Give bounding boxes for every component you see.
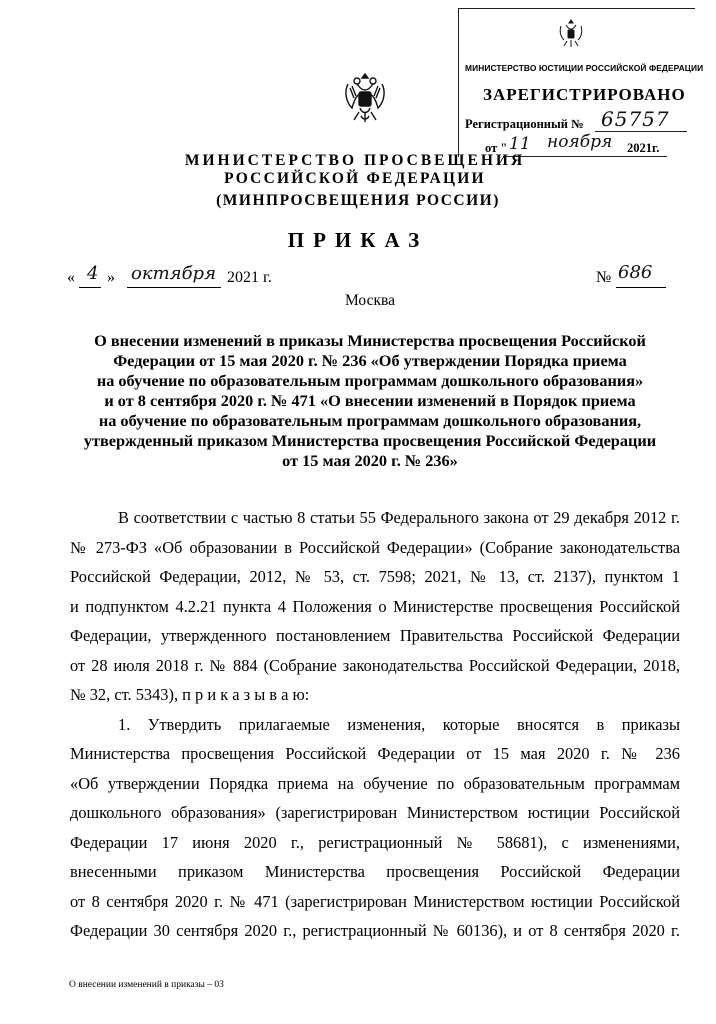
body-line: дошкольного образования» (зарегистрирован Министерством юстиции Российской <box>70 803 680 822</box>
registration-stamp <box>458 8 704 157</box>
body-line: Министерства просвещения Российской Федерации от 15 мая 2020 г. № 236 <box>70 744 680 763</box>
stamp-emblem-icon <box>558 17 584 49</box>
document-type-heading: ПРИКАЗ <box>287 228 429 252</box>
stamp-regno-label: Регистрационный № <box>465 117 584 131</box>
stamp-registered-label: ЗАРЕГИСТРИРОВАНО <box>483 85 686 104</box>
stamp-day-value: 11 <box>509 134 531 154</box>
stamp-regno-value: 65757 <box>601 107 670 131</box>
body-line: и подпунктом 4.2.21 пункта 4 Положения о Министерстве просвещения Российской <box>70 596 680 616</box>
title-line: О внесении изменений в приказы Министерства просвещения Российской <box>94 331 646 350</box>
ministry-name-line1: МИНИСТЕРСТВО ПРОСВЕЩЕНИЯ <box>184 152 526 169</box>
title-line: от 15 мая 2020 г. № 236» <box>282 451 458 470</box>
body-line: от 8 сентября 2020 г. № 471 (зарегистрирован Министерством юстиции Российской <box>70 891 680 911</box>
stamp-year-value: 2021г. <box>627 141 660 155</box>
title-line: Федерации от 15 мая 2020 г. № 236 «Об утверждении Порядка приема <box>113 351 627 370</box>
body-line: 1. Утвердить прилагаемые изменения, которые вносятся в приказы <box>118 714 680 734</box>
body-line: В соответствии с частью 8 статьи 55 Федерального закона от 29 декабря 2012 г. <box>118 508 680 527</box>
order-year: 2021 г. <box>227 269 272 286</box>
body-line: внесенными приказом Министерства просвещения Российской Федерации <box>70 862 680 881</box>
stamp-from-label: от " <box>485 141 508 155</box>
city: Москва <box>345 292 395 309</box>
body-line: Федерации, утвержденного постановлением Правительства Российской Федерации <box>70 626 680 645</box>
order-day: 4 <box>87 263 99 284</box>
body-line: от 28 июля 2018 г. № 884 (Собрание законодательства Российской Федерации, 2018, <box>70 655 680 675</box>
body-line: № 273-ФЗ «Об образовании в Российской Федерации» (Собрание законодательства <box>70 537 680 557</box>
title-line: на обучение по образовательным программам дошкольного образования» <box>96 371 644 390</box>
date-open-quote: « <box>67 269 75 286</box>
stamp-ministry-name: МИНИСТЕРСТВО ЮСТИЦИИ РОССИЙСКОЙ ФЕДЕРАЦИИ <box>465 63 704 73</box>
ministry-name-line2: РОССИЙСКОЙ ФЕДЕРАЦИИ <box>224 170 486 187</box>
number-label: № <box>596 269 612 286</box>
body-line: «Об утверждении Порядка приема на обучение по образовательным программам <box>70 773 680 793</box>
document-body <box>70 503 680 946</box>
date-close-quote: » <box>107 269 115 286</box>
ministry-short-name: (МИНПРОСВЕЩЕНИЯ РОССИИ) <box>216 192 500 209</box>
stamp-month-value: ноября <box>547 132 613 152</box>
document-title <box>40 331 700 471</box>
body-line: Федерации 17 июня 2020 г., регистрационный № 58681), с изменениями, <box>70 832 680 852</box>
body-line: Федерации 30 сентября 2020 г., регистрационный № 60136), и от 8 сентября 2020 г. <box>70 921 680 940</box>
day-underline <box>79 287 101 288</box>
page-footer: О внесении изменений в приказы – 03 <box>69 980 224 990</box>
body-line: № 32, ст. 5343), п р и к а з ы в а ю: <box>70 685 310 704</box>
order-month: октября <box>131 263 216 284</box>
body-line: Российской Федерации, 2012, № 53, ст. 7598; 2021, № 13, ст. 2137), пунктом 1 <box>70 567 680 586</box>
title-line: и от 8 сентября 2020 г. № 471 «О внесении изменений в Порядок приема <box>104 391 636 410</box>
month-underline <box>127 287 221 288</box>
order-number-value: 686 <box>618 262 653 283</box>
coat-of-arms-emblem <box>342 68 388 128</box>
title-line: на обучение по образовательным программам дошкольного образования, <box>98 411 642 430</box>
number-underline <box>616 287 666 288</box>
title-line: утвержденный приказом Министерства просвещения Российской Федерации <box>83 431 657 450</box>
